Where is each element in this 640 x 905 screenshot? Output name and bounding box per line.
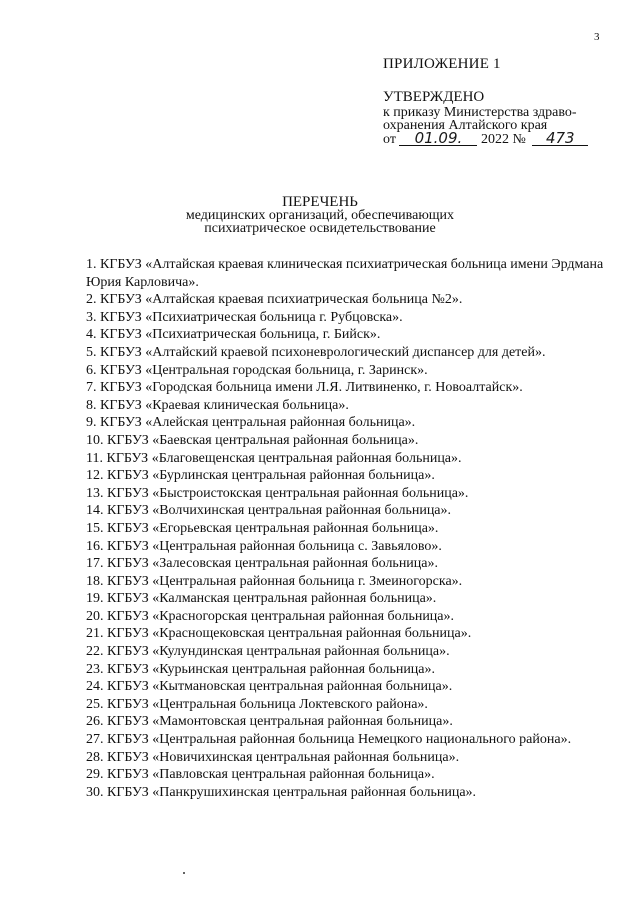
- order-year: 2022 №: [480, 132, 526, 147]
- list-item: 5. КГБУЗ «Алтайский краевой психоневрологический диспансер для детей».: [86, 344, 546, 360]
- list-item: 18. КГБУЗ «Центральная районная больница г. Змеиногорска».: [86, 573, 463, 589]
- document-subtitle-1: медицинских организаций, обеспечивающих: [185, 208, 455, 223]
- order-date-line: [383, 129, 588, 147]
- list-item: 7. КГБУЗ «Городская больница имени Л.Я. Литвиненко, г. Новоалтайск».: [86, 380, 523, 396]
- order-line-2: охранения Алтайского края: [383, 118, 548, 133]
- list-item: 23. КГБУЗ «Курьинская центральная районная больница».: [86, 661, 436, 677]
- document-title: ПЕРЕЧЕНЬ: [282, 194, 358, 210]
- list-item: 6. КГБУЗ «Центральная городская больница, г. Заринск».: [86, 362, 428, 378]
- list-item: 12. КГБУЗ «Бурлинская центральная районная больница».: [86, 468, 435, 484]
- list-item: 16. КГБУЗ «Центральная районная больница с. Завьялово».: [86, 538, 442, 554]
- list-item: 3. КГБУЗ «Психиатрическая больница г. Рубцовска».: [86, 309, 403, 325]
- list-item: 26. КГБУЗ «Мамонтовская центральная районная больница».: [86, 714, 453, 730]
- list-item: 20. КГБУЗ «Красногорская центральная районная больница».: [86, 608, 455, 624]
- list-item: 13. КГБУЗ «Быстроистокская центральная районная больница».: [86, 485, 469, 501]
- document-subtitle-2: психиатрическое освидетельствование: [204, 221, 436, 236]
- organization-list: [86, 256, 606, 801]
- list-item: 27. КГБУЗ «Центральная районная больница Немецкого национального района».: [86, 732, 572, 748]
- order-line-1: к приказу Министерства здраво-: [383, 105, 577, 120]
- list-item: 15. КГБУЗ «Егорьевская центральная районная больница».: [86, 520, 439, 536]
- list-item: 22. КГБУЗ «Кулундинская центральная районная больница».: [86, 644, 450, 660]
- handwritten-date: 01.09.: [399, 132, 477, 146]
- list-item: 8. КГБУЗ «Краевая клиническая больница».: [86, 397, 349, 413]
- scan-dot-mark: [183, 872, 185, 874]
- list-item: 25. КГБУЗ «Центральная больница Локтевского района».: [86, 696, 428, 712]
- list-item: 30. КГБУЗ «Панкрушихинская центральная районная больница».: [86, 784, 477, 800]
- page-number: 3: [594, 31, 600, 43]
- list-item: 1. КГБУЗ «Алтайская краевая клиническая психиатрическая больница имени Эрдмана Юрия Карловича».: [86, 257, 604, 290]
- list-item: 2. КГБУЗ «Алтайская краевая психиатрическая больница №2».: [86, 292, 463, 308]
- approved-label: УТВЕРЖДЕНО: [383, 89, 485, 105]
- list-item: 17. КГБУЗ «Залесовская центральная районная больница».: [86, 556, 439, 572]
- list-item: 21. КГБУЗ «Краснощековская центральная районная больница».: [86, 626, 472, 642]
- list-item: 29. КГБУЗ «Павловская центральная районная больница».: [86, 767, 435, 783]
- list-item: 28. КГБУЗ «Новичихинская центральная районная больница».: [86, 749, 460, 765]
- date-prefix: от: [383, 132, 396, 147]
- handwritten-order-number: 473: [532, 132, 588, 146]
- list-item: 11. КГБУЗ «Благовещенская центральная районная больница».: [86, 450, 462, 466]
- appendix-label: ПРИЛОЖЕНИЕ 1: [383, 56, 501, 72]
- list-item: 10. КГБУЗ «Баевская центральная районная больница».: [86, 432, 419, 448]
- list-item: 14. КГБУЗ «Волчихинская центральная районная больница».: [86, 503, 452, 519]
- list-item: 4. КГБУЗ «Психиатрическая больница, г. Бийск».: [86, 327, 381, 343]
- list-item: 9. КГБУЗ «Алейская центральная районная больница».: [86, 415, 416, 431]
- list-item: 24. КГБУЗ «Кытмановская центральная районная больница».: [86, 679, 453, 695]
- list-item: 19. КГБУЗ «Калманская центральная районная больница».: [86, 591, 437, 607]
